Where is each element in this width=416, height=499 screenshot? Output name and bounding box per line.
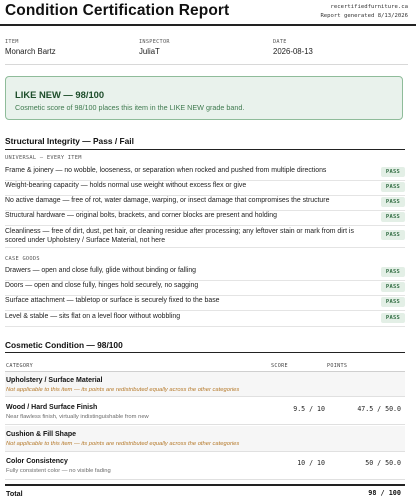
cosmetic-section-rule — [5, 352, 405, 353]
check-row — [5, 212, 405, 226]
pass-badge: PASS — [381, 182, 405, 192]
pass-badge: PASS — [381, 197, 405, 207]
category-note: Not applicable to this item — its points are redistributed equally across the other categories — [6, 387, 240, 393]
cosmetic-section-title: Cosmetic Condition — 98/100 — [5, 340, 123, 350]
category-row — [5, 453, 405, 480]
item-value: Monarch Bartz — [5, 47, 56, 56]
date-value: 2026-08-13 — [273, 47, 313, 56]
total-value: 98 / 100 — [368, 489, 401, 497]
structural-section-rule — [5, 149, 405, 150]
grade-banner — [5, 76, 403, 120]
check-row — [5, 297, 405, 311]
category-name: Cushion & Fill Shape — [6, 431, 77, 438]
universal-group-label: UNIVERSAL — EVERY ITEM — [5, 155, 82, 161]
structural-section-title: Structural Integrity — Pass / Fail — [5, 136, 134, 146]
category-name: Color Consistency — [6, 458, 68, 465]
meta-divider — [5, 64, 408, 65]
check-row — [5, 182, 405, 196]
check-text: No active damage — free of rot, water damage, warping, or insect damage that compromises the structure — [5, 197, 330, 204]
check-row — [5, 282, 405, 296]
inspector-value: JuliaT — [139, 47, 160, 56]
check-text: Surface attachment — tabletop or surface is securely fixed to the base — [5, 297, 220, 304]
column-header-score: SCORE — [271, 363, 288, 369]
category-name: Wood / Hard Surface Finish — [6, 404, 98, 411]
generated-date: Report generated 8/13/2026 — [320, 12, 408, 19]
category-note: Near flawless finish, virtually indistinguishable from new — [6, 414, 149, 420]
report-meta-right — [320, 3, 408, 20]
check-text: Doors — open and close fully, hinges hold securely, no sagging — [5, 282, 199, 289]
pass-badge: PASS — [381, 167, 405, 177]
category-note: Fully consistent color — no visible fading — [6, 468, 111, 474]
category-row — [5, 398, 405, 425]
report-title: Condition Certification Report — [5, 2, 230, 19]
pass-badge: PASS — [381, 297, 405, 307]
check-text: Weight-bearing capacity — holds normal use weight without excess flex or give — [5, 182, 247, 189]
header-divider — [0, 24, 416, 26]
category-score: 10 / 10 — [297, 459, 325, 467]
column-header-category: CATEGORY — [6, 363, 33, 369]
check-row — [5, 167, 405, 181]
category-note: Not applicable to this item — its points are redistributed equally across the other categories — [6, 441, 240, 447]
total-rule — [5, 484, 405, 486]
category-points: 50 / 50.0 — [365, 459, 401, 467]
grade-title: LIKE NEW — 98/100 — [15, 89, 105, 100]
check-row — [5, 313, 405, 327]
check-text: Cleanliness — free of dirt, dust, pet hair, or cleaning residue after processing; any leftover stain or mark from dirt is scored under Upholstery / Surface Material, not here — [5, 228, 354, 244]
check-row — [5, 267, 405, 281]
check-text: Frame & joinery — no wobble, looseness, or separation when rocked and pushed from multiple directions — [5, 167, 327, 174]
column-header-points: POINTS — [327, 363, 348, 369]
category-score: 9.5 / 10 — [293, 405, 325, 413]
case-goods-group-label: CASE GOODS — [5, 256, 40, 262]
item-label: ITEM — [5, 39, 19, 45]
category-name: Upholstery / Surface Material — [6, 377, 103, 384]
pass-badge: PASS — [381, 230, 405, 240]
pass-badge: PASS — [381, 267, 405, 277]
grade-subtitle: Cosmetic score of 98/100 places this item in the LIKE NEW grade band. — [15, 103, 245, 112]
check-text: Level & stable — sits flat on a level floor without wobbling — [5, 313, 181, 320]
category-points: 47.5 / 50.0 — [357, 405, 401, 413]
total-label: Total — [6, 489, 23, 498]
category-row — [5, 426, 405, 452]
report-header — [5, 2, 408, 24]
check-text: Drawers — open and close fully, glide without binding or falling — [5, 267, 196, 274]
date-label: DATE — [273, 39, 287, 45]
check-text: Structural hardware — original bolts, brackets, and corner blocks are present and holding — [5, 212, 277, 219]
pass-badge: PASS — [381, 313, 405, 323]
inspector-label: INSPECTOR — [139, 39, 170, 45]
check-row — [5, 228, 405, 248]
pass-badge: PASS — [381, 212, 405, 222]
site-url[interactable]: recertifiedfurniture.ca — [330, 4, 408, 10]
pass-badge: PASS — [381, 282, 405, 292]
category-row — [5, 372, 405, 397]
check-row — [5, 197, 405, 211]
